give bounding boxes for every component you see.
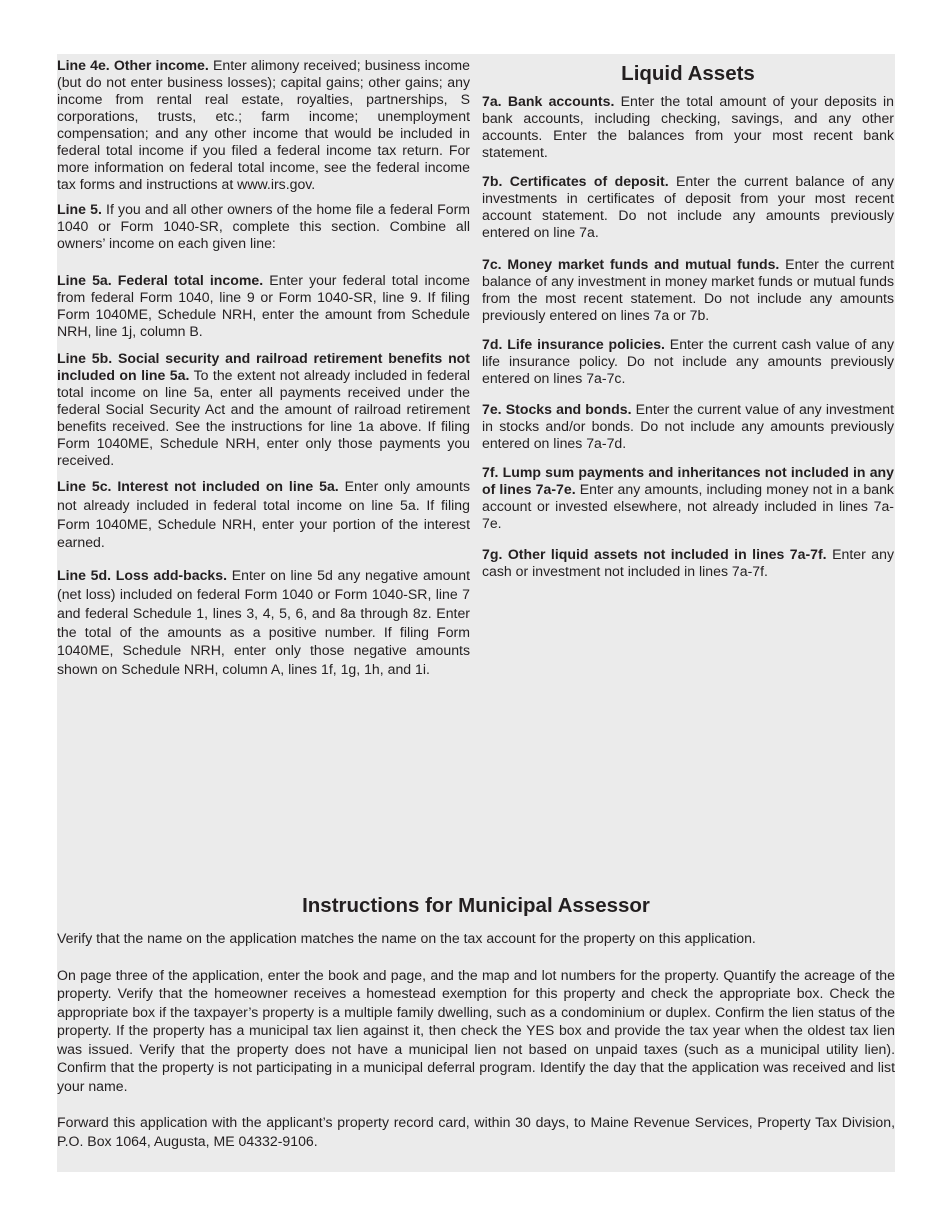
line-7e-text: Enter the current value of any investment in stocks and/or bonds. Do not include any amounts previously entered on lines 7a-7d. <box>482 401 894 451</box>
line-4e-label: Line 4e. Other income. <box>57 57 209 73</box>
line-7c-paragraph <box>482 256 894 324</box>
line-7g-text: Enter any cash or investment not included in lines 7a-7f. <box>482 546 894 579</box>
line-7g-paragraph <box>482 546 894 580</box>
line-5d-text: Enter on line 5d any negative amount (net loss) included on federal Form 1040 or Form 1040-SR, line 7 and federal Schedule 1, lines 3, 4, 5, 6, and 8a through 8z. Enter the total of the amounts as a positive number. If filing Form 1040ME, Schedule NRH, enter only those negative amounts shown on Schedule NRH, column A, lines 1f, 1g, 1h, and 1i. <box>57 567 470 678</box>
line-5-text: If you and all other owners of the home file a federal Form 1040 or Form 1040-SR, complete this section. Combine all owners’ income on each given line: <box>57 201 470 251</box>
line-7f-label: 7f. Lump sum payments and inheritances not included in any of lines 7a-7e. <box>482 464 894 497</box>
line-5c-paragraph <box>57 477 470 552</box>
line-5-paragraph <box>57 201 470 252</box>
line-5-label: Line 5. <box>57 201 102 217</box>
line-7b-label: 7b. Certificates of deposit. <box>482 173 669 189</box>
line-7g-label: 7g. Other liquid assets not included in lines 7a-7f. <box>482 546 827 562</box>
line-5d-label: Line 5d. Loss add-backs. <box>57 567 227 584</box>
right-column <box>482 62 894 580</box>
line-7d-paragraph <box>482 336 894 387</box>
line-7e-label: 7e. Stocks and bonds. <box>482 401 632 417</box>
assessor-section <box>57 893 895 1150</box>
liquid-assets-title: Liquid Assets <box>621 62 755 85</box>
line-5a-text: Enter your federal total income from federal Form 1040, line 9 or Form 1040-SR, line 9. If filing Form 1040ME, Schedule NRH, enter the amount from Schedule NRH, line 1j, column B. <box>57 272 470 339</box>
line-5a-paragraph <box>57 272 470 340</box>
line-7e-paragraph <box>482 401 894 452</box>
line-7a-text: Enter the total amount of your deposits in bank accounts, including checking, savings, and any other accounts. Enter the balances from your most recent bank statement. <box>482 93 894 160</box>
line-4e-text: Enter alimony received; business income (but do not enter business losses); capital gains; other gains; any income from rental real estate, royalties, partnerships, S corporations, trusts, etc.; farm income; unemployment compensation; and any other income that would be included in federal total income if you filed a federal income tax return. For more information on federal total income, see the federal income tax forms and instructions at www.irs.gov. <box>57 57 470 192</box>
line-7b-text: Enter the current balance of any investments in certificates of deposit from your most recent account statement. Do not include any amounts previously entered on line 7a. <box>482 173 894 240</box>
assessor-paragraph-1: Verify that the name on the application matches the name on the tax account for the property on this application. <box>57 930 756 946</box>
line-7a-label: 7a. Bank accounts. <box>482 93 615 109</box>
line-5a-label: Line 5a. Federal total income. <box>57 272 264 288</box>
line-7b-paragraph <box>482 173 894 241</box>
assessor-title: Instructions for Municipal Assessor <box>302 894 650 917</box>
line-7d-text: Enter the current cash value of any life insurance policy. Do not include any amounts previously entered on lines 7a-7c. <box>482 336 894 386</box>
assessor-paragraph-2: On page three of the application, enter the book and page, and the map and lot numbers for the property. Quantify the acreage of the property. Verify that the homeowner receives a homestead exemption for this property and check the appropriate box. Check the appropriate box if the taxpayer’s property is a multiple family dwelling, such as a condominium or duplex. Confirm the lien status of the property. If the property has a municipal tax lien against it, then check the YES box and provide the tax year when the oldest tax lien was issued. Verify that the property does not have a municipal lien not based on unpaid taxes (such as a municipal utility lien). Confirm that the property is not participating in a municipal deferral program. Identify the day that the application was received and list your name. <box>57 966 895 1094</box>
line-7c-label: 7c. Money market funds and mutual funds. <box>482 256 780 272</box>
line-5b-text: To the extent not already included in federal total income on line 5a, enter all payments received under the federal Social Security Act and the amount of railroad retirement benefits received. See the instructions for line 1a above. If filing Form 1040ME, Schedule NRH, enter only those payments you received. <box>57 367 470 468</box>
line-7d-label: 7d. Life insurance policies. <box>482 336 665 352</box>
line-5b-label: Line 5b. Social security and railroad retirement benefits not included on line 5a. <box>57 350 470 383</box>
line-5d-paragraph <box>57 566 470 679</box>
line-4e-paragraph <box>57 57 470 193</box>
assessor-paragraph-3: Forward this application with the applicant’s property record card, within 30 days, to Maine Revenue Services, Property Tax Division, P.O. Box 1064, Augusta, ME 04332-9106. <box>57 1114 895 1149</box>
line-7a-paragraph <box>482 93 894 161</box>
line-7c-text: Enter the current balance of any investment in money market funds or mutual funds from the most recent statement. Do not include any amounts previously entered on lines 7a or 7b. <box>482 256 894 323</box>
line-7f-text: Enter any amounts, including money not in a bank account or invested elsewhere, not already included in lines 7a-7e. <box>482 481 894 531</box>
left-column <box>57 57 470 679</box>
line-5c-label: Line 5c. Interest not included on line 5a. <box>57 478 339 494</box>
line-7f-paragraph <box>482 464 894 532</box>
line-5b-paragraph <box>57 350 470 469</box>
line-5c-text: Enter only amounts not already included in federal total income on line 5a. If filing Form 1040ME, Schedule NRH, enter your portion of the interest earned. <box>57 478 470 551</box>
